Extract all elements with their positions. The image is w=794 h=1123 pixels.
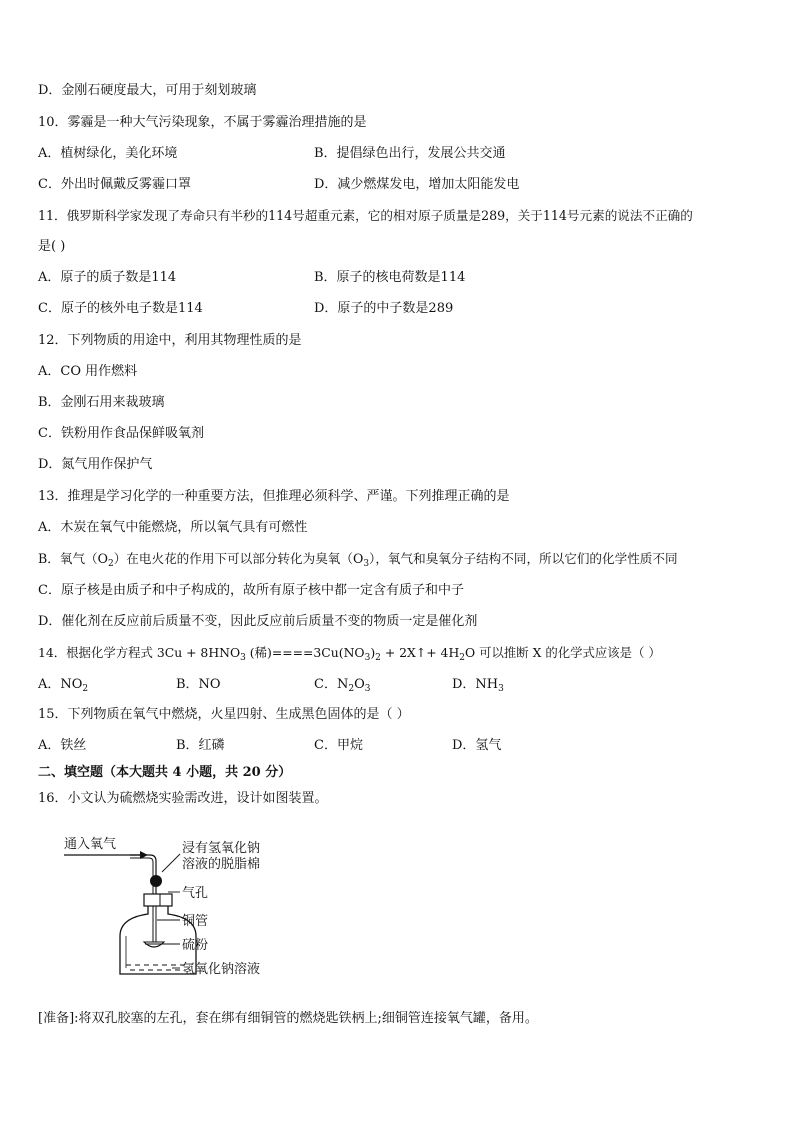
label-cotton-line1: 浸有氢氧化钠: [182, 841, 261, 856]
cotton-ball: [150, 875, 162, 887]
q13-option-d: D．催化剂在反应前后质量不变，因此反应前后质量不变的物质一定是催化剂: [38, 614, 478, 629]
q12-stem: 12．下列物质的用途中，利用其物理性质的是: [38, 333, 302, 348]
q14-option-b: B．NO: [176, 677, 221, 692]
label-copper-tube: 铜管: [182, 914, 209, 929]
q12-option-a: A．CO 用作燃料: [38, 364, 138, 379]
stopper: [144, 894, 172, 906]
sulfur-combustion-apparatus-figure: [60, 834, 290, 984]
q13-option-b: B．氧气$(O_2)$在电火花的作用下可以部分转化为臭氧$(O_3)$，氧气和臭氧分子结构不同，所以它们的化学性质不同: [38, 551, 678, 569]
label-cotton-line2: 溶液的脱脂棉: [182, 857, 261, 872]
q11-option-c: C．原子的核外电子数是114: [38, 301, 203, 316]
q10-option-a: A．植树绿化，美化环境: [38, 146, 178, 161]
copper-tube-bend: [130, 855, 156, 894]
q11-option-b: B．原子的核电荷数是114: [314, 270, 466, 285]
copper-tube-inner: [130, 858, 153, 894]
q15-option-d: D．氢气: [452, 738, 502, 753]
q11-option-d: D．原子的中子数是289: [314, 301, 454, 316]
q10-stem: 10．雾霾是一种大气污染现象，不属于雾霾治理措施的是: [38, 115, 367, 130]
q14-option-c: C．$N_2O_3$: [314, 677, 371, 694]
q14-option-d: D．$NH_3$: [452, 677, 504, 694]
apparatus-diagram: [60, 834, 290, 984]
q13-stem: 13．推理是学习化学的一种重要方法，但推理必须科学、严谨。下列推理正确的是: [38, 489, 510, 504]
q11-option-a: A．原子的质子数是114: [38, 270, 177, 285]
q15-option-b: B．红磷: [176, 738, 225, 753]
q16-preparation: [准备]:将双孔胶塞的左孔，套在绑有细铜管的燃烧匙铁柄上;细铜管连接氧气罐，备用。: [38, 1011, 538, 1026]
label-air-hole: 气孔: [182, 886, 209, 901]
section-heading-fill-in: 二、填空题（本大题共 4 小题，共 20 分）: [38, 765, 292, 780]
q11-stem-line2: 是( ): [38, 239, 66, 254]
q12-option-d: D．氮气用作保护气: [38, 457, 153, 472]
q14-option-a: A．$NO_2$: [38, 677, 89, 694]
q16-stem: 16．小文认为硫燃烧实验需改进，设计如图装置。: [38, 791, 328, 806]
q15-option-a: A．铁丝: [38, 738, 87, 753]
label-naoh: 氢氧化钠溶液: [182, 962, 261, 977]
q15-option-c: C．甲烷: [314, 738, 363, 753]
q12-option-c: C．铁粉用作食品保鲜吸氧剂: [38, 426, 204, 441]
q10-option-d: D．减少燃煤发电，增加太阳能发电: [314, 177, 520, 192]
q9-option-d: D．金刚石硬度最大，可用于刻划玻璃: [38, 83, 257, 98]
q15-stem: 15．下列物质在氧气中燃烧，火星四射、生成黑色固体的是（ ）: [38, 707, 410, 722]
label-sulfur: 硫粉: [182, 938, 209, 953]
q13-option-c: C．原子核是由质子和中子构成的，故所有原子核中都一定含有质子和中子: [38, 583, 464, 598]
q10-option-c: C．外出时佩戴反雾霾口罩: [38, 177, 191, 192]
q12-option-b: B．金刚石用来裁玻璃: [38, 395, 165, 410]
leader-cotton: [162, 854, 180, 872]
q11-stem-line1: 11．俄罗斯科学家发现了寿命只有半秒的114号超重元素，它的相对原子质量是289，关于114号元素的说法不正确的: [38, 208, 693, 223]
label-oxygen-in: 通入氧气: [64, 837, 117, 852]
q10-option-b: B．提倡绿色出行，发展公共交通: [314, 146, 506, 161]
q13-option-a: A．木炭在氧气中能燃烧，所以氧气具有可燃性: [38, 520, 308, 535]
q14-stem: 14．根据化学方程式 $3Cu + 8HNO_3$ (稀)$====3Cu(NO_3)_2$ + 2X↑+ $4H_2O$ 可以推断 X 的化学式应该是（ ）: [38, 645, 661, 663]
